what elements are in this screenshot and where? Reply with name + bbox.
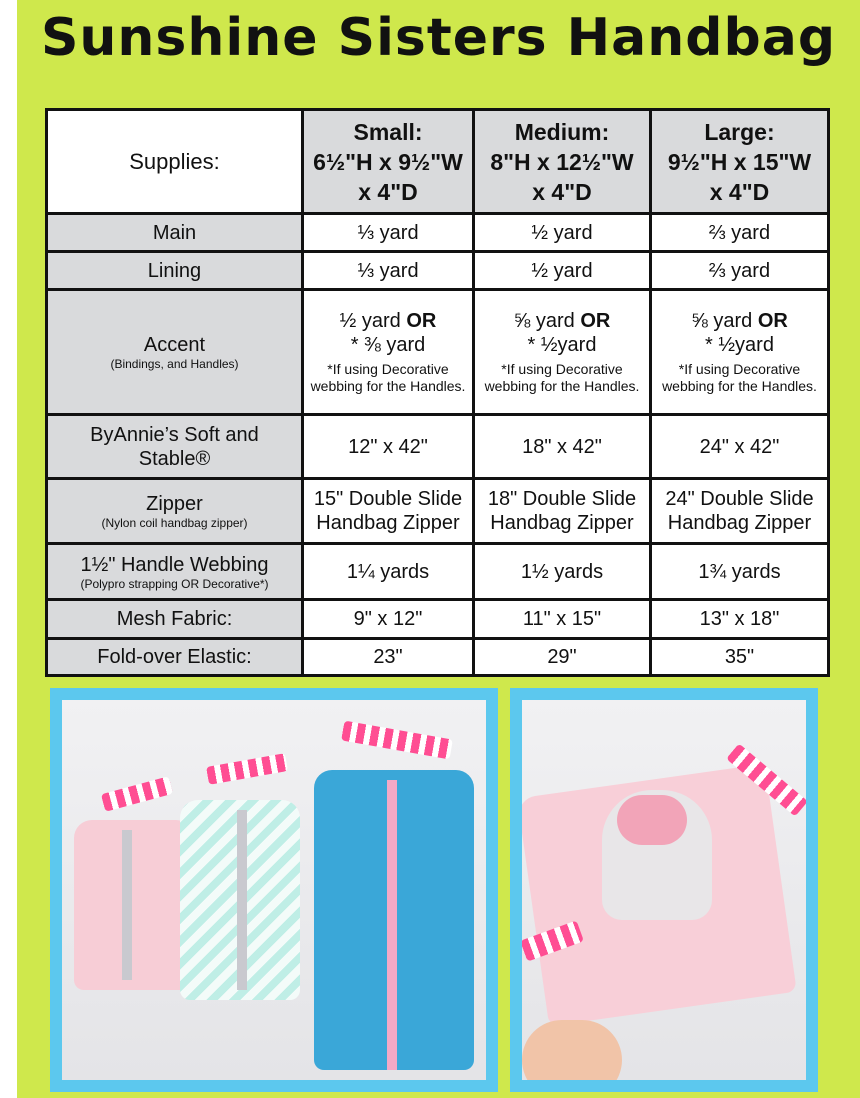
page-title: Sunshine Sisters Handbag [40, 8, 837, 68]
cell-medium: ½ yard [474, 252, 651, 290]
table-row-lining [47, 252, 829, 290]
size-name: Small: [353, 118, 423, 145]
accent-alt-amount: * ½yard [705, 334, 774, 356]
row-label: Mesh Fabric: [47, 600, 303, 639]
photo-frame-open-bag [510, 688, 818, 1092]
cell-large: 1¾ yards [651, 544, 829, 600]
accent-amount: ½ yard [339, 310, 401, 332]
cell-medium: 1½ yards [474, 544, 651, 600]
cell-small: 12" x 42" [303, 415, 474, 479]
cell-small: ⅓ yard [303, 252, 474, 290]
cell-medium [474, 290, 651, 415]
small-bag [74, 820, 194, 990]
cell-small: 15" Double Slide Handbag Zipper [303, 479, 474, 544]
three-bags-photo [62, 700, 486, 1080]
cell-small [303, 290, 474, 415]
size-name: Medium: [514, 118, 610, 145]
supplies-header: Supplies: [47, 110, 303, 214]
row-label: Lining [47, 252, 303, 290]
cell-small: 1¼ yards [303, 544, 474, 600]
or-label: OR [580, 310, 611, 332]
accent-alt-amount: * ⅜ yard [350, 334, 426, 356]
zipper [387, 780, 397, 1070]
cell-medium: 29" [474, 639, 651, 676]
cell-medium: ½ yard [474, 214, 651, 252]
table-row-mesh [47, 600, 829, 639]
row-label: Main [47, 214, 303, 252]
accent-amount: ⅝ yard [691, 310, 753, 332]
accent-alt-amount: * ½yard [527, 334, 597, 356]
hand [522, 1020, 622, 1080]
cell-large: ⅔ yard [651, 214, 829, 252]
row-label-text: Accent [143, 334, 206, 356]
cell-large: 24" x 42" [651, 415, 829, 479]
accent-amount: ⅝ yard [513, 310, 575, 332]
zipper [122, 830, 132, 980]
size-name: Large: [704, 118, 775, 145]
row-label [47, 479, 303, 544]
table-row-main [47, 214, 829, 252]
row-sublabel: (Nylon coil handbag zipper) [101, 516, 248, 530]
iron-handle [617, 795, 687, 845]
size-depth: x 4"D [358, 178, 418, 205]
cell-large: 13" x 18" [651, 600, 829, 639]
cell-small: 9" x 12" [303, 600, 474, 639]
size-depth: x 4"D [709, 178, 770, 205]
size-header-medium [474, 110, 651, 214]
cell-medium: 11" x 15" [474, 600, 651, 639]
cell-small: 23" [303, 639, 474, 676]
cell-medium: 18" Double Slide Handbag Zipper [474, 479, 651, 544]
open-bag-photo [522, 700, 806, 1080]
strap [206, 753, 288, 785]
row-label-text: 1½" Handle Webbing [80, 553, 269, 576]
row-label [47, 290, 303, 415]
row-label [47, 544, 303, 600]
table-row-elastic [47, 639, 829, 676]
strap [341, 721, 453, 760]
cell-small: ⅓ yard [303, 214, 474, 252]
cell-large: 24" Double Slide Handbag Zipper [651, 479, 829, 544]
size-depth: x 4"D [532, 178, 592, 205]
table-row-soft-and-stable [47, 415, 829, 479]
strap [101, 776, 173, 812]
cell-large: 35" [651, 639, 829, 676]
cell-medium: 18" x 42" [474, 415, 651, 479]
table-row-zipper [47, 479, 829, 544]
size-dims: 8"H x 12½"W [490, 148, 634, 175]
or-label: OR [757, 310, 788, 332]
table-header-row [47, 110, 829, 214]
row-sublabel: (Polypro strapping OR Decorative*) [80, 576, 269, 591]
size-dims: 6½"H x 9½"W [313, 148, 463, 175]
row-label: ByAnnie’s Soft and Stable® [47, 415, 303, 479]
row-label: Fold-over Elastic: [47, 639, 303, 676]
cell-large [651, 290, 829, 415]
supplies-table [45, 108, 830, 677]
zipper [237, 810, 247, 990]
table-row-accent [47, 290, 829, 415]
cell-large: ⅔ yard [651, 252, 829, 290]
size-dims: 9½"H x 15"W [667, 148, 812, 175]
row-label-text: Zipper [146, 493, 203, 515]
accent-note: *If using Decorative webbing for the Handles. [310, 361, 466, 394]
accent-note: *If using Decorative webbing for the Handles. [662, 361, 817, 394]
or-label: OR [406, 310, 437, 332]
table-row-webbing [47, 544, 829, 600]
accent-note: *If using Decorative webbing for the Handles. [484, 361, 640, 394]
size-header-small [303, 110, 474, 214]
row-sublabel: (Bindings, and Handles) [110, 357, 239, 371]
size-header-large [651, 110, 829, 214]
photo-frame-three-bags [50, 688, 498, 1092]
